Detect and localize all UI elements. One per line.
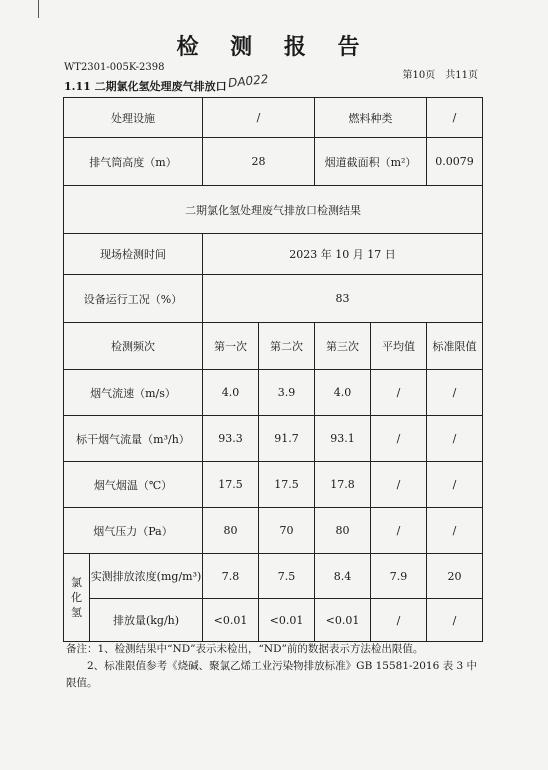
column-header: 平均值 <box>371 323 427 370</box>
table-cell: 7.9 <box>371 554 427 599</box>
remark-line-1: 备注：1、检测结果中“ND”表示未检出，“ND”前的数据表示方法检出限值。 <box>66 643 424 655</box>
table-row <box>64 370 483 416</box>
table-cell: 17.8 <box>315 462 371 508</box>
remarks <box>66 641 484 692</box>
table-cell: / <box>427 462 483 508</box>
column-header: 第三次 <box>315 323 371 370</box>
table-cell: / <box>427 508 483 554</box>
table-cell: 80 <box>315 508 371 554</box>
table-cell: / <box>371 599 427 642</box>
fuel-value: / <box>427 98 483 138</box>
test-date-value: 2023 年 10 月 17 日 <box>203 234 483 275</box>
table-cell: 7.8 <box>203 554 259 599</box>
table-header-row <box>64 323 483 370</box>
table-cell: 93.1 <box>315 416 371 462</box>
column-header: 第一次 <box>203 323 259 370</box>
facility-label: 处理设施 <box>64 98 203 138</box>
table-cell: 3.9 <box>259 370 315 416</box>
report-title: 检 测 报 告 <box>176 34 372 60</box>
table-row <box>64 462 483 508</box>
table-cell: 80 <box>203 508 259 554</box>
table-row <box>64 554 483 599</box>
page-number: 第10页 共11页 <box>402 70 478 81</box>
table-row <box>64 599 483 642</box>
results-table <box>63 97 483 642</box>
operating-condition-label: 设备运行工况（%） <box>64 275 203 323</box>
column-header: 检测频次 <box>64 323 203 370</box>
table-row <box>64 186 483 234</box>
table-cell: 17.5 <box>259 462 315 508</box>
table-row <box>64 98 483 138</box>
table-row <box>64 416 483 462</box>
fuel-label: 燃料种类 <box>315 98 427 138</box>
table-cell: / <box>371 370 427 416</box>
table-row <box>64 275 483 323</box>
table-cell: / <box>427 416 483 462</box>
results-heading: 二期氯化氢处理废气排放口检测结果 <box>64 186 483 234</box>
row-label: 实测排放浓度(mg/m³) <box>90 554 203 599</box>
table-cell: 93.3 <box>203 416 259 462</box>
row-label: 烟气烟温（℃） <box>64 462 203 508</box>
stack-height-value: 28 <box>203 138 315 186</box>
flue-area-value: 0.0079 <box>427 138 483 186</box>
table-cell: <0.01 <box>315 599 371 642</box>
remark-line-2: 2、标准限值参考《烧碱、聚氯乙烯工业污染物排放标准》GB 15581-2016 表 3 中限值。 <box>66 660 477 689</box>
table-cell: / <box>371 416 427 462</box>
table-cell: <0.01 <box>203 599 259 642</box>
column-header: 第二次 <box>259 323 315 370</box>
row-label: 烟气流速（m/s） <box>64 370 203 416</box>
table-cell: / <box>371 508 427 554</box>
row-label: 烟气压力（Pa） <box>64 508 203 554</box>
table-cell: 7.5 <box>259 554 315 599</box>
table-cell: 20 <box>427 554 483 599</box>
column-header: 标准限值 <box>427 323 483 370</box>
row-label: 排放量(kg/h) <box>90 599 203 642</box>
table-cell: 91.7 <box>259 416 315 462</box>
table-cell: 8.4 <box>315 554 371 599</box>
section-title: 1.11 二期氯化氢处理废气排放口 <box>64 80 227 93</box>
table-cell: 70 <box>259 508 315 554</box>
table-cell: / <box>371 462 427 508</box>
table-row <box>64 508 483 554</box>
pollutant-group-text: 氯化氢 <box>71 576 82 619</box>
table-cell: 17.5 <box>203 462 259 508</box>
operating-condition-value: 83 <box>203 275 483 323</box>
table-cell: / <box>427 599 483 642</box>
scan-edge-line <box>38 0 39 18</box>
table-cell: / <box>427 370 483 416</box>
flue-area-label: 烟道截面积（m²） <box>315 138 427 186</box>
table-cell: <0.01 <box>259 599 315 642</box>
pollutant-group-label <box>64 554 90 642</box>
test-date-label: 现场检测时间 <box>64 234 203 275</box>
facility-value: / <box>203 98 315 138</box>
stack-height-label: 排气筒高度（m） <box>64 138 203 186</box>
document-id: WT2301-005K-2398 <box>64 62 165 73</box>
table-cell: 4.0 <box>203 370 259 416</box>
table-cell: 4.0 <box>315 370 371 416</box>
handwritten-annotation: DA022 <box>227 71 269 91</box>
table-row <box>64 234 483 275</box>
table-row <box>64 138 483 186</box>
row-label: 标干烟气流量（m³/h） <box>64 416 203 462</box>
